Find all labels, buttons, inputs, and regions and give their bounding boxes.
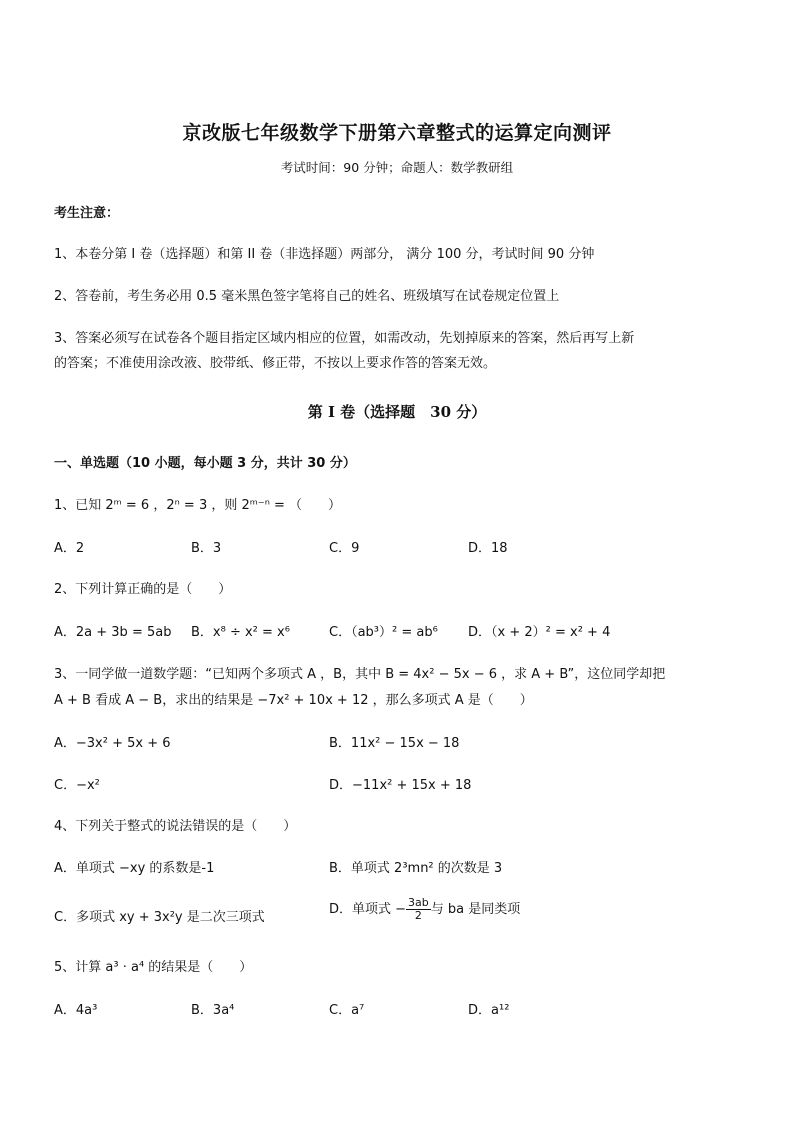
option-a: A．2 <box>54 541 85 556</box>
notice-heading: 考生注意： <box>54 206 120 221</box>
option-a: A．单项式 −xy 的系数是-1 <box>54 861 215 876</box>
option-d-tail: 与 ba 是同类项 <box>430 902 521 918</box>
option-a: A．4a³ <box>54 1003 98 1018</box>
option-d: D．18 <box>468 541 508 556</box>
option-c: C．−x² <box>54 778 100 793</box>
option-d <box>329 897 520 922</box>
option-b: B．3 <box>191 541 222 556</box>
fraction-numerator: 3ab <box>408 896 429 909</box>
fraction-denominator: 2 <box>414 909 422 923</box>
exam-meta: 考试时间：90 分钟；命题人：数学教研组 <box>280 160 514 175</box>
part-title: 第 I 卷（选择题 30 分） <box>307 403 487 421</box>
question-stem: 2、下列计算正确的是（ ） <box>54 582 232 597</box>
option-c: C．（ab³）² = ab⁶ <box>329 625 438 640</box>
section-heading: 一、单选题（10 小题，每小题 3 分，共计 30 分） <box>54 456 356 471</box>
fraction <box>406 897 431 922</box>
option-d: D．（x + 2）² = x² + 4 <box>468 625 611 640</box>
option-a: A．2a + 3b = 5ab <box>54 625 172 640</box>
option-c: C．a⁷ <box>329 1003 365 1018</box>
option-b: B．x⁸ ÷ x² = x⁶ <box>191 625 290 640</box>
option-b: B．11x² − 15x − 18 <box>329 736 460 751</box>
option-c: C．多项式 xy + 3x²y 是二次三项式 <box>54 910 265 925</box>
question-stem: 5、计算 a³ · a⁴ 的结果是（ ） <box>54 960 253 975</box>
option-d: D．a¹² <box>468 1003 510 1018</box>
notice-item: 2、答卷前，考生务必用 0.5 毫米黑色签字笔将自己的姓名、班级填写在试卷规定位置上 <box>54 289 560 304</box>
notice-item: 1、本卷分第 I 卷（选择题）和第 II 卷（非选择题）两部分， 满分 100 分，考试时间 90 分钟 <box>54 247 595 262</box>
page-title: 京改版七年级数学下册第六章整式的运算定向测评 <box>182 122 612 144</box>
option-b: B．3a⁴ <box>191 1003 235 1018</box>
question-stem: 4、下列关于整式的说法错误的是（ ） <box>54 819 297 834</box>
option-a: A．−3x² + 5x + 6 <box>54 736 171 751</box>
option-d-label: D．单项式 − <box>329 902 407 918</box>
notice-item: 3、答案必须写在试卷各个题目指定区域内相应的位置，如需改动，先划掉原来的答案，然后再写上新 <box>54 331 635 346</box>
question-stem: 3、一同学做一道数学题：“已知两个多项式 A ，B，其中 B = 4x² − 5x − 6 ，求 A + B”，这位同学却把 <box>54 667 666 682</box>
option-b: B．单项式 2³mn² 的次数是 3 <box>329 861 503 876</box>
question-stem-continued: A + B 看成 A − B，求出的结果是 −7x² + 10x + 12 ，那么多项式 A 是（ ） <box>54 693 533 708</box>
notice-item: 的答案；不准使用涂改液、胶带纸、修正带，不按以上要求作答的答案无效。 <box>54 356 497 371</box>
option-c: C．9 <box>329 541 360 556</box>
question-stem: 1、已知 2ᵐ = 6 ，2ⁿ = 3 ，则 2ᵐ⁻ⁿ = （ ） <box>54 498 342 513</box>
option-d: D．−11x² + 15x + 18 <box>329 778 472 793</box>
